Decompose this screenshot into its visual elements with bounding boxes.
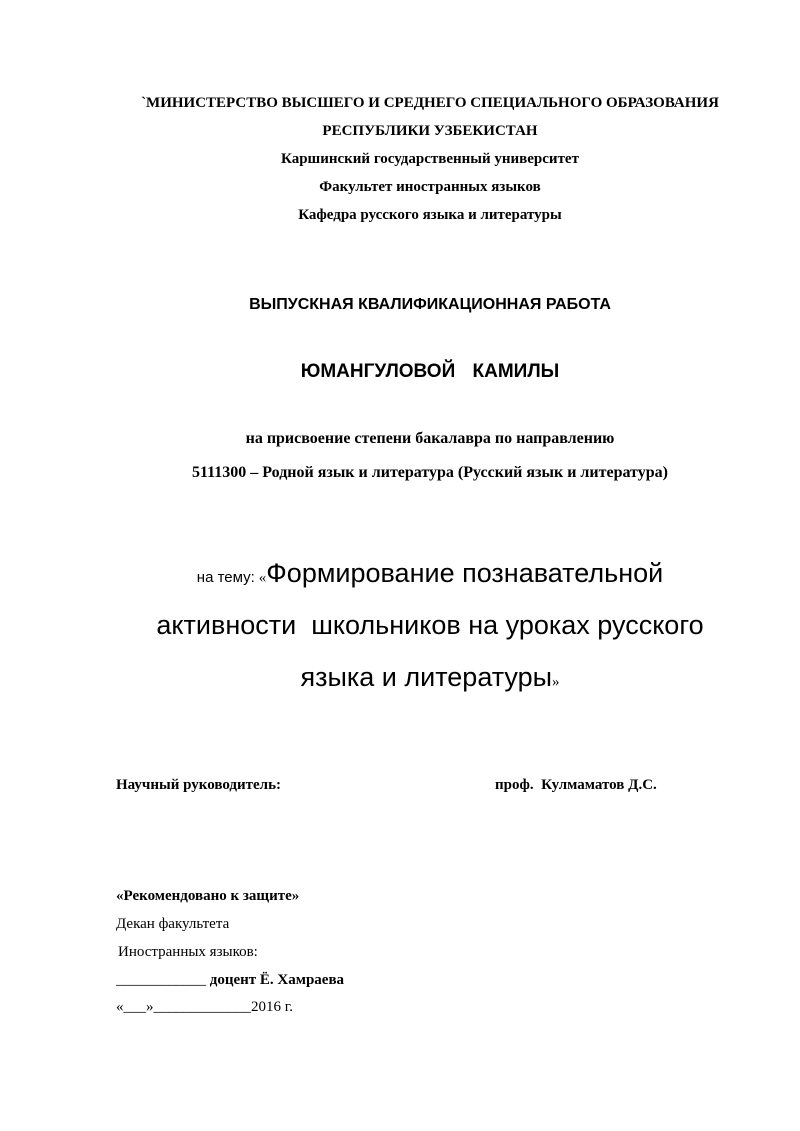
supervisor-label: Научный руководитель: bbox=[116, 777, 281, 793]
dean-title: Декан факультета bbox=[116, 916, 230, 932]
dean-name: доцент Ё. Хамраева bbox=[206, 972, 345, 988]
recommended-for-defense: «Рекомендовано к защите» bbox=[116, 888, 300, 904]
degree-line-2: 5111300 – Родной язык и литература (Русский язык и литература) bbox=[192, 464, 668, 481]
university-name: Каршинский государственный университет bbox=[281, 151, 579, 167]
degree-line-1: на присвоение степени бакалавра по направлению bbox=[245, 430, 615, 447]
work-type-title: ВЫПУСКНАЯ КВАЛИФИКАЦИОННАЯ РАБОТА bbox=[249, 296, 611, 313]
signature-blank: ____________ bbox=[116, 972, 206, 988]
supervisor-name: проф. Кулмаматов Д.С. bbox=[495, 777, 657, 793]
topic-text-line-3: языка и литературы bbox=[300, 662, 553, 692]
faculty-name: Факультет иностранных языков bbox=[319, 179, 541, 195]
ministry-title-line-1: `МИНИСТЕРСТВО ВЫСШЕГО И СРЕДНЕГО СПЕЦИАЛЬНОГО ОБРАЗОВАНИЯ bbox=[141, 95, 719, 111]
topic-open-quote: « bbox=[258, 570, 267, 586]
department-name: Кафедра русского языка и литературы bbox=[298, 207, 562, 223]
topic-line-1 bbox=[30, 558, 800, 589]
ministry-title-line-2: РЕСПУБЛИКИ УЗБЕКИСТАН bbox=[322, 123, 538, 139]
topic-close-quote: » bbox=[552, 674, 560, 690]
dean-signature-line bbox=[116, 972, 344, 989]
student-name: ЮМАНГУЛОВОЙ КАМИЛЫ bbox=[300, 361, 560, 382]
topic-prefix: на тему: bbox=[196, 569, 255, 586]
topic-line-3 bbox=[30, 662, 800, 693]
topic-line-2: активности школьников на уроках русского bbox=[156, 610, 704, 640]
topic-text-line-1: Формирование познавательной bbox=[266, 558, 664, 588]
date-line: «___»_____________2016 г. bbox=[116, 999, 293, 1015]
dean-faculty: Иностранных языков: bbox=[118, 944, 258, 960]
